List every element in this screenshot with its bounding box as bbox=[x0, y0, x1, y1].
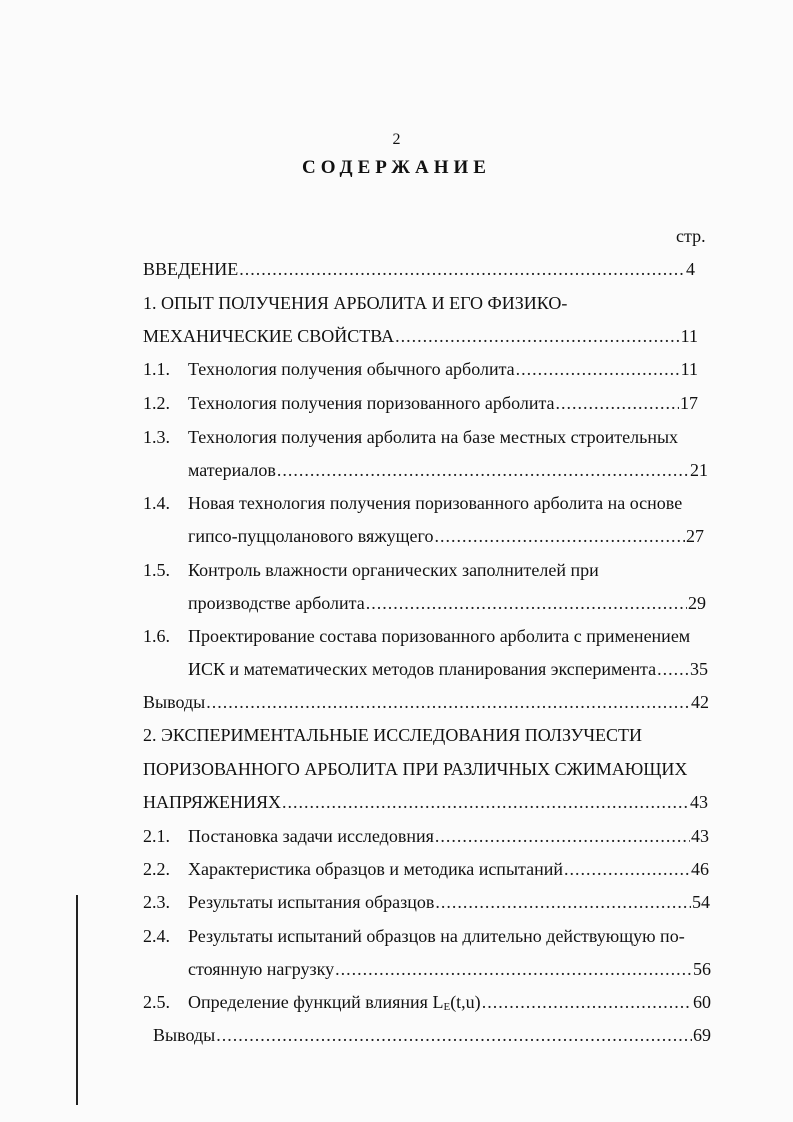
leader-dots bbox=[435, 825, 690, 847]
toc-entry-2-4-line1: Результаты испытаний образцов на длительно действующую по- bbox=[188, 926, 685, 946]
leader-dots bbox=[516, 358, 680, 380]
toc-entry-conclusions-1 bbox=[143, 691, 709, 713]
toc-entry-1-4 bbox=[188, 525, 704, 547]
chapter-2-heading-line3: НАПРЯЖЕНИЯХ bbox=[143, 792, 282, 812]
toc-entry-chapter-2 bbox=[143, 791, 708, 813]
toc-entry-2-3 bbox=[188, 891, 710, 913]
chapter-1-heading-line1: 1. ОПЫТ ПОЛУЧЕНИЯ АРБОЛИТА И ЕГО ФИЗИКО- bbox=[143, 293, 568, 313]
toc-entry-1-1 bbox=[188, 358, 698, 380]
leader-dots bbox=[239, 258, 685, 280]
leader-dots bbox=[564, 858, 690, 880]
leader-dots bbox=[482, 991, 692, 1013]
section-number: 2.1. bbox=[143, 826, 170, 846]
toc-page-number: 42 bbox=[691, 692, 709, 712]
toc-page-number: 54 bbox=[692, 892, 710, 912]
section-number: 2.2. bbox=[143, 859, 170, 879]
toc-entry-text: производстве арболита bbox=[188, 593, 365, 613]
section-number: 1.4. bbox=[143, 493, 170, 513]
leader-dots bbox=[435, 891, 691, 913]
section-number: 1.5. bbox=[143, 560, 170, 580]
section-number: 1.1. bbox=[143, 359, 170, 379]
chapter-1-heading-line2: МЕХАНИЧЕСКИЕ СВОЙСТВА bbox=[143, 326, 395, 346]
toc-entry-intro bbox=[143, 258, 695, 280]
chapter-2-heading-line2: ПОРИЗОВАННОГО АРБОЛИТА ПРИ РАЗЛИЧНЫХ СЖИМАЮЩИХ bbox=[143, 759, 688, 779]
toc-entry-text: Технология получения обычного арболита bbox=[188, 359, 515, 379]
toc-entry-conclusions-2 bbox=[153, 1024, 711, 1046]
toc-entry-text: стоянную нагрузку bbox=[188, 959, 335, 979]
toc-page-number: 29 bbox=[688, 593, 706, 613]
toc-entry-1-3-line1: Технология получения арболита на базе местных строительных bbox=[188, 427, 679, 447]
toc-page-number: 21 bbox=[690, 460, 708, 480]
toc-entry-text-subscript: E bbox=[443, 1001, 451, 1013]
toc-entry-1-4-line1: Новая технология получения поризованного арболита на основе bbox=[188, 493, 683, 513]
toc-entry-text: Постановка задачи исследовния bbox=[188, 826, 434, 846]
section-number: 2.5. bbox=[143, 992, 170, 1012]
toc-page-number: 11 bbox=[680, 359, 698, 379]
toc-entry-text: Характеристика образцов и методика испытаний bbox=[188, 859, 564, 879]
toc-entry-1-2 bbox=[188, 392, 698, 414]
toc-page-number: 43 bbox=[691, 826, 709, 846]
toc-entry-text-tail: (t,u) bbox=[450, 992, 481, 1012]
toc-page-number: 35 bbox=[690, 659, 708, 679]
toc-page-number: 17 bbox=[680, 393, 698, 413]
toc-entry-1-5 bbox=[188, 592, 706, 614]
toc-entry-1-5-line1: Контроль влажности органических заполнителей при bbox=[188, 560, 599, 580]
leader-dots bbox=[556, 392, 679, 414]
page-edge-line bbox=[76, 895, 78, 1105]
toc-entry-text: ВВЕДЕНИЕ bbox=[143, 259, 239, 279]
toc-entry-text: Выводы bbox=[153, 1025, 216, 1045]
toc-page-number: 11 bbox=[680, 326, 698, 346]
toc-entry-text: материалов bbox=[188, 460, 276, 480]
page-column-label: стр. bbox=[676, 226, 706, 246]
section-number: 1.3. bbox=[143, 427, 170, 447]
leader-dots bbox=[282, 791, 689, 813]
toc-entry-1-3 bbox=[188, 459, 708, 481]
toc-page-number: 27 bbox=[686, 526, 704, 546]
leader-dots bbox=[434, 525, 685, 547]
toc-entry-chapter-1 bbox=[143, 325, 698, 347]
section-number: 1.2. bbox=[143, 393, 170, 413]
toc-entry-2-1 bbox=[188, 825, 709, 847]
leader-dots bbox=[335, 958, 692, 980]
toc-entry-text: Технология получения поризованного арболита bbox=[188, 393, 555, 413]
toc-page-number: 60 bbox=[693, 992, 711, 1012]
section-number: 2.3. bbox=[143, 892, 170, 912]
leader-dots bbox=[657, 658, 689, 680]
toc-entry-text: гипсо-пуццоланового вяжущего bbox=[188, 526, 434, 546]
toc-entry-text: ИСК и математических методов планирования эксперимента bbox=[188, 659, 657, 679]
leader-dots bbox=[216, 1024, 692, 1046]
toc-entry-2-4 bbox=[188, 958, 711, 980]
chapter-2-heading-line1: 2. ЭКСПЕРИМЕНТАЛЬНЫЕ ИССЛЕДОВАНИЯ ПОЛЗУЧЕСТИ bbox=[143, 725, 643, 745]
toc-page-number: 43 bbox=[690, 792, 708, 812]
toc-page-number: 4 bbox=[686, 259, 695, 279]
page-number: 2 bbox=[392, 131, 401, 148]
leader-dots bbox=[395, 325, 680, 347]
leader-dots bbox=[277, 459, 689, 481]
toc-page-number: 56 bbox=[693, 959, 711, 979]
toc-entry-1-6 bbox=[188, 658, 708, 680]
toc-page-number: 69 bbox=[693, 1025, 711, 1045]
toc-page-number: 46 bbox=[691, 859, 709, 879]
toc-entry-text bbox=[188, 991, 481, 1018]
toc-entry-text: Выводы bbox=[143, 692, 206, 712]
toc-entry-2-5 bbox=[188, 991, 711, 1013]
toc-entry-text: Результаты испытания образцов bbox=[188, 892, 435, 912]
toc-entry-text-main: Определение функций влияния L bbox=[188, 992, 444, 1012]
toc-entry-1-6-line1: Проектирование состава поризованного арболита с применением bbox=[188, 626, 691, 646]
section-number: 2.4. bbox=[143, 926, 170, 946]
leader-dots bbox=[206, 691, 690, 713]
section-number: 1.6. bbox=[143, 626, 170, 646]
leader-dots bbox=[366, 592, 687, 614]
page-title: СОДЕРЖАНИЕ bbox=[302, 157, 491, 178]
toc-entry-2-2 bbox=[188, 858, 709, 880]
